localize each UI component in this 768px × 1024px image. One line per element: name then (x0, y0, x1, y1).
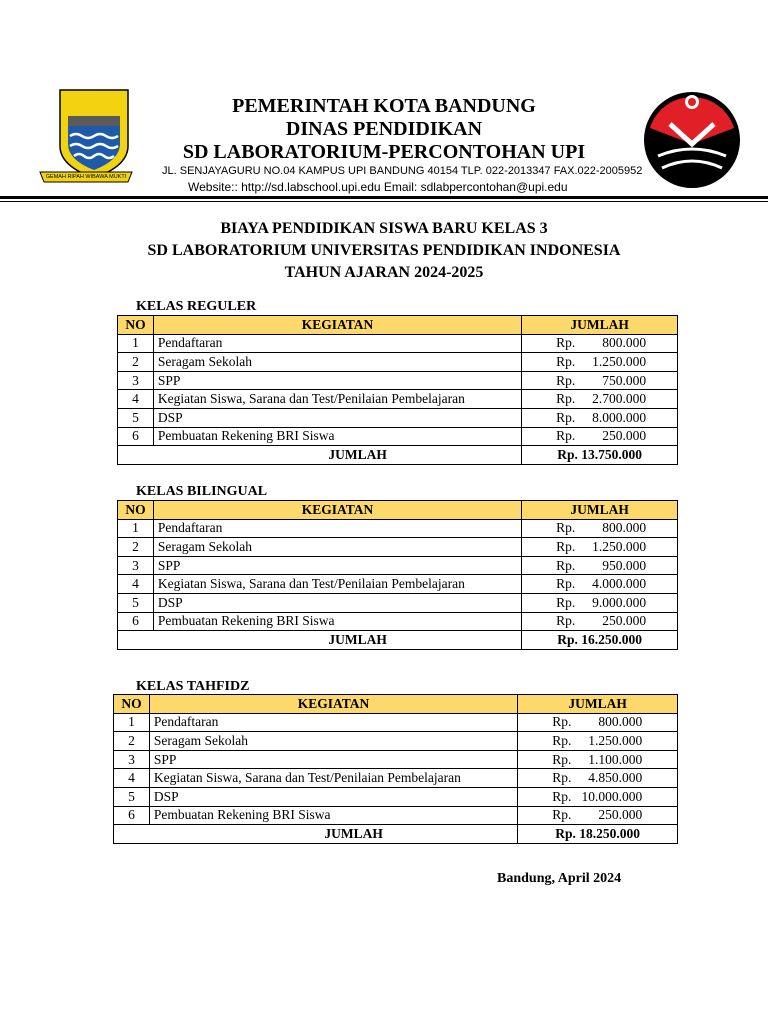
header-address: JL. SENJAYAGURU NO.04 KAMPUS UPI BANDUNG 40154 TLP. 022-2013347 FAX.022-2005952 (162, 165, 643, 177)
table-row (118, 408, 678, 427)
table-row (118, 556, 678, 575)
currency-label: Rp. (556, 353, 576, 369)
currency-label: Rp. (552, 770, 572, 786)
emblem-motto: GEMAH RIPAH WIBAWA MUKTI (45, 174, 127, 180)
row-number: 5 (118, 408, 154, 427)
table-row (114, 806, 678, 825)
row-number: 6 (114, 806, 150, 825)
row-amount (522, 519, 678, 538)
row-amount (518, 750, 678, 769)
header-website: Website:: http://sd.labschool.upi.edu Email: sdlabpercontohan@upi.edu (188, 180, 568, 194)
amount-value: 950.000 (602, 557, 647, 573)
fee-table-tahfidz (113, 694, 678, 844)
total-value: Rp. 18.250.000 (518, 825, 678, 844)
col-header-kegiatan: KEGIATAN (149, 695, 517, 714)
table-row (118, 593, 678, 612)
signoff-place-date: Bandung, April 2024 (497, 871, 622, 886)
amount-value: 250.000 (602, 613, 647, 629)
amount-value: 750.000 (602, 372, 647, 388)
row-activity: DSP (149, 787, 517, 806)
row-activity: DSP (153, 408, 521, 427)
currency-label: Rp. (556, 520, 576, 536)
currency-label: Rp. (556, 335, 576, 351)
total-row (114, 825, 678, 844)
row-activity: Pembuatan Rekening BRI Siswa (149, 806, 517, 825)
total-label: JUMLAH (114, 825, 518, 844)
row-activity: Pendaftaran (153, 519, 521, 538)
table-row (114, 750, 678, 769)
table-row (118, 334, 678, 353)
row-amount (518, 787, 678, 806)
row-number: 1 (118, 334, 154, 353)
row-amount (522, 427, 678, 446)
row-number: 2 (118, 538, 154, 557)
currency-label: Rp. (556, 538, 576, 554)
row-amount (522, 353, 678, 372)
row-number: 5 (114, 787, 150, 806)
fee-table-reguler (117, 315, 678, 465)
row-number: 6 (118, 612, 154, 631)
row-activity: Seragam Sekolah (153, 538, 521, 557)
currency-label: Rp. (552, 714, 572, 730)
amount-value: 10.000.000 (581, 788, 643, 804)
row-number: 5 (118, 593, 154, 612)
amount-value: 800.000 (598, 714, 643, 730)
doc-year: TAHUN AJARAN 2024-2025 (284, 264, 484, 281)
row-activity: Pendaftaran (153, 334, 521, 353)
row-amount (522, 334, 678, 353)
col-header-no: NO (118, 316, 154, 335)
table-row (118, 390, 678, 409)
doc-subtitle: SD LABORATORIUM UNIVERSITAS PENDIDIKAN INDONESIA (147, 242, 621, 259)
row-amount (522, 593, 678, 612)
row-number: 1 (118, 519, 154, 538)
amount-value: 1.250.000 (588, 732, 643, 748)
amount-value: 2.700.000 (592, 391, 647, 407)
row-number: 2 (114, 732, 150, 751)
row-number: 3 (118, 556, 154, 575)
amount-value: 1.100.000 (588, 751, 643, 767)
row-amount (522, 390, 678, 409)
table-row (114, 769, 678, 788)
amount-value: 1.250.000 (592, 538, 647, 554)
currency-label: Rp. (556, 409, 576, 425)
currency-label: Rp. (552, 732, 572, 748)
header-department: DINAS PENDIDIKAN (285, 118, 483, 140)
currency-label: Rp. (556, 576, 576, 592)
amount-value: 250.000 (598, 807, 643, 823)
table-row (118, 353, 678, 372)
table-row (114, 732, 678, 751)
total-value: Rp. 13.750.000 (522, 446, 678, 465)
row-activity: Pendaftaran (149, 713, 517, 732)
currency-label: Rp. (556, 594, 576, 610)
fee-table-bilingual (117, 500, 678, 650)
row-number: 1 (114, 713, 150, 732)
row-amount (522, 556, 678, 575)
row-amount (522, 612, 678, 631)
table-row (114, 713, 678, 732)
amount-value: 250.000 (602, 428, 647, 444)
amount-value: 8.000.000 (592, 409, 647, 425)
row-activity: Seragam Sekolah (149, 732, 517, 751)
currency-label: Rp. (556, 391, 576, 407)
row-number: 6 (118, 427, 154, 446)
total-value: Rp. 16.250.000 (522, 631, 678, 650)
total-label: JUMLAH (118, 446, 522, 465)
table-row (118, 612, 678, 631)
currency-label: Rp. (556, 372, 576, 388)
row-amount (522, 538, 678, 557)
table-row (118, 427, 678, 446)
total-row (118, 631, 678, 650)
col-header-jumlah: JUMLAH (518, 695, 678, 714)
row-number: 4 (118, 390, 154, 409)
row-number: 2 (118, 353, 154, 372)
table-row (114, 787, 678, 806)
col-header-kegiatan: KEGIATAN (153, 501, 521, 520)
currency-label: Rp. (556, 428, 576, 444)
letterhead-divider-thin (0, 201, 768, 202)
row-activity: Seragam Sekolah (153, 353, 521, 372)
total-row (118, 446, 678, 465)
amount-value: 4.850.000 (588, 770, 643, 786)
row-number: 4 (114, 769, 150, 788)
col-header-kegiatan: KEGIATAN (153, 316, 521, 335)
row-amount (518, 713, 678, 732)
section-label-tahfidz: KELAS TAHFIDZ (136, 679, 250, 694)
row-activity: Pembuatan Rekening BRI Siswa (153, 612, 521, 631)
total-label: JUMLAH (118, 631, 522, 650)
amount-value: 800.000 (602, 335, 647, 351)
currency-label: Rp. (552, 788, 572, 804)
currency-label: Rp. (552, 807, 572, 823)
table-row (118, 371, 678, 390)
amount-value: 9.000.000 (592, 594, 647, 610)
amount-value: 4.000.000 (592, 576, 647, 592)
table-row (118, 575, 678, 594)
row-number: 3 (114, 750, 150, 769)
letterhead-divider-thick (0, 196, 768, 199)
currency-label: Rp. (552, 751, 572, 767)
amount-value: 1.250.000 (592, 353, 647, 369)
row-activity: SPP (153, 556, 521, 575)
row-activity: Kegiatan Siswa, Sarana dan Test/Penilaian Pembelajaran (153, 390, 521, 409)
row-amount (518, 806, 678, 825)
row-activity: SPP (153, 371, 521, 390)
row-amount (522, 371, 678, 390)
amount-value: 800.000 (602, 520, 647, 536)
doc-title: BIAYA PENDIDIKAN SISWA BARU KELAS 3 (220, 220, 548, 237)
col-header-no: NO (114, 695, 150, 714)
col-header-no: NO (118, 501, 154, 520)
col-header-jumlah: JUMLAH (522, 316, 678, 335)
row-amount (518, 732, 678, 751)
row-activity: SPP (149, 750, 517, 769)
row-activity: Kegiatan Siswa, Sarana dan Test/Penilaian Pembelajaran (149, 769, 517, 788)
currency-label: Rp. (556, 613, 576, 629)
row-number: 3 (118, 371, 154, 390)
currency-label: Rp. (556, 557, 576, 573)
row-activity: Pembuatan Rekening BRI Siswa (153, 427, 521, 446)
row-number: 4 (118, 575, 154, 594)
section-label-reguler: KELAS REGULER (136, 299, 257, 314)
header-government: PEMERINTAH KOTA BANDUNG (232, 95, 536, 117)
col-header-jumlah: JUMLAH (522, 501, 678, 520)
row-amount (518, 769, 678, 788)
row-amount (522, 408, 678, 427)
header-school-name: SD LABORATORIUM-PERCONTOHAN UPI (182, 141, 586, 163)
row-amount (522, 575, 678, 594)
table-row (118, 519, 678, 538)
row-activity: DSP (153, 593, 521, 612)
section-label-bilingual: KELAS BILINGUAL (136, 484, 268, 499)
table-row (118, 538, 678, 557)
row-activity: Kegiatan Siswa, Sarana dan Test/Penilaian Pembelajaran (153, 575, 521, 594)
